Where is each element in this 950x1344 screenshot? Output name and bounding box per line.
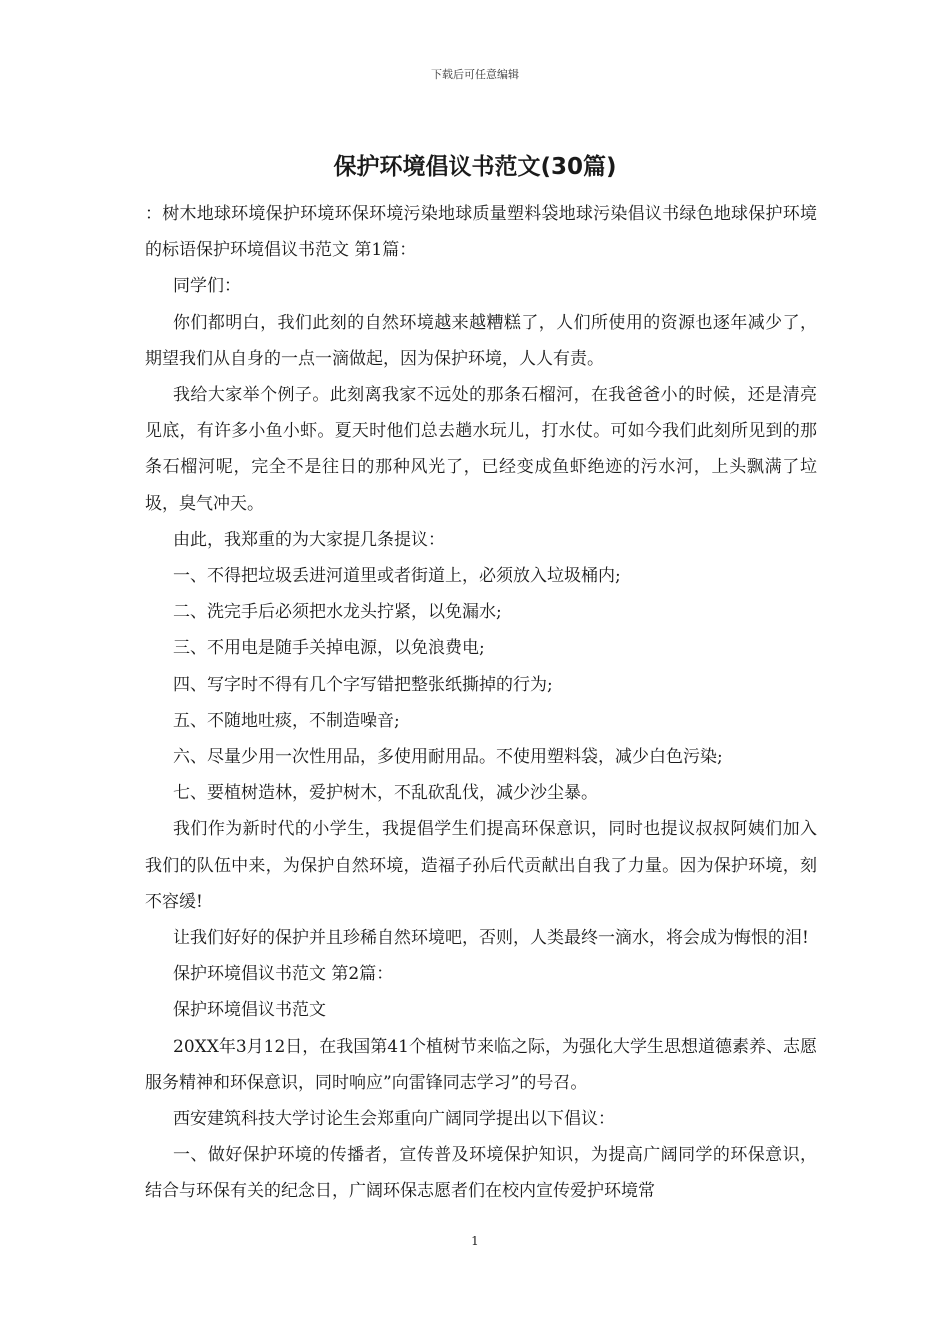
- list-item: 二、洗完手后必须把水龙头拧紧，以免漏水;: [173, 602, 502, 623]
- paragraph: 你们都明白，我们此刻的自然环境越来越糟糕了，人们所使用的资源也逐年减少了，期望我们从自身的一点一滴做起，因为保护环境，人人有责。: [145, 312, 817, 369]
- document-title: 保护环境倡议书范文(30篇): [333, 154, 617, 180]
- paragraph: 由此，我郑重的为大家提几条提议：: [173, 529, 445, 550]
- paragraph: 我给大家举个例子。此刻离我家不远处的那条石榴河，在我爸爸小的时候，还是清亮见底，有许多小鱼小虾。夏天时他们总去趟水玩儿，打水仗。可如今我们此刻所见到的那条石榴河呢，完全不是往日的那种风光了，已经变成鱼虾绝迹的污水河，上头飘满了垃圾，臭气冲天。: [145, 385, 817, 514]
- list-item: 六、尽量少用一次性用品，多使用耐用品。不使用塑料袋，减少白色污染;: [173, 747, 723, 768]
- paragraph: 同学们：: [173, 276, 241, 297]
- paragraph: 让我们好好的保护并且珍稀自然环境吧，否则，人类最终一滴水，将会成为悔恨的泪!: [173, 928, 809, 949]
- list-item: 三、不用电是随手关掉电源，以免浪费电;: [173, 638, 485, 659]
- page-number: 1: [471, 1234, 479, 1248]
- paragraph: 20XX年3月12日，在我国第41个植树节来临之际，为强化大学生思想道德素养、志愿服务精神和环保意识，同时响应”向雷锋同志学习”的号召。: [145, 1036, 817, 1093]
- list-item: 四、写字时不得有几个字写错把整张纸撕掉的行为;: [173, 674, 553, 695]
- paragraph: 我们作为新时代的小学生，我提倡学生们提高环保意识，同时也提议叔叔阿姨们加入我们的队伍中来，为保护自然环境，造福子孙后代贡献出自我了力量。因为保护环境，刻不容缓!: [145, 819, 817, 912]
- document-body: [145, 196, 817, 1210]
- paragraph: 一、做好保护环境的传播者，宣传普及环境保护知识，为提高广阔同学的环保意识，结合与环保有关的纪念日，广阔环保志愿者们在校内宣传爱护环境常: [145, 1145, 817, 1202]
- section-subtitle: 保护环境倡议书范文: [173, 1000, 326, 1021]
- paragraph: 西安建筑科技大学讨论生会郑重向广阔同学提出以下倡议：: [173, 1109, 615, 1130]
- list-item: 一、不得把垃圾丢进河道里或者街道上，必须放入垃圾桶内;: [173, 566, 621, 587]
- paragraph: ：树木地球环境保护环境环保环境污染地球质量塑料袋地球污染倡议书绿色地球保护环境的标语保护环境倡议书范文 第1篇：: [145, 204, 817, 261]
- section-heading: 保护环境倡议书范文 第2篇：: [173, 964, 394, 985]
- list-item: 七、要植树造林，爱护树木，不乱砍乱伐，减少沙尘暴。: [173, 783, 598, 804]
- page-header: 下载后可任意编辑: [431, 68, 519, 81]
- list-item: 五、不随地吐痰，不制造噪音;: [173, 710, 400, 731]
